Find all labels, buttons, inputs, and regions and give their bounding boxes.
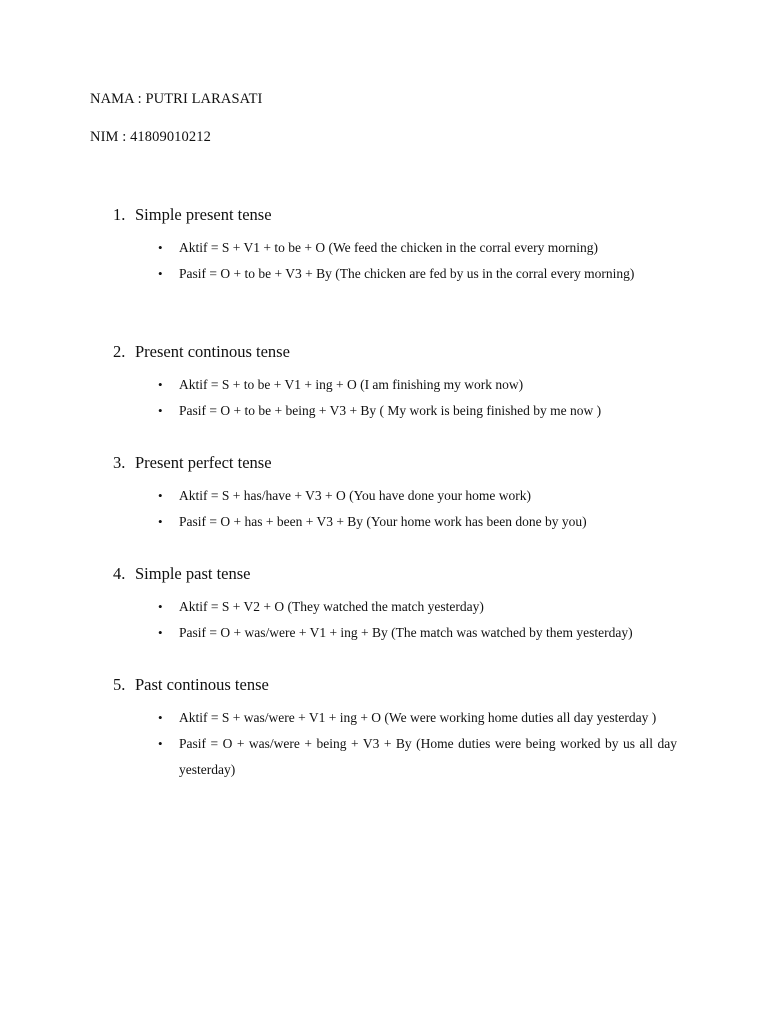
bullet-list	[113, 594, 693, 646]
item-text: Pasif = O + has + been + V3 + By (Your home work has been done by you)	[179, 514, 587, 529]
item-text: Aktif = S + was/were + V1 + ing + O (We were working home duties all day yesterday )	[179, 710, 657, 725]
section-title: Past continous tense	[135, 675, 269, 694]
bullet-icon: •	[158, 514, 163, 529]
bullet-list	[113, 705, 693, 783]
section-number: 3.	[113, 453, 126, 472]
list-item	[113, 731, 677, 783]
list-item	[113, 398, 677, 424]
item-text: Aktif = S + V2 + O (They watched the match yesterday)	[179, 599, 484, 614]
item-text: Aktif = S + has/have + V3 + O (You have done your home work)	[179, 488, 532, 503]
section-heading	[113, 453, 693, 473]
section-number: 5.	[113, 675, 126, 694]
list-item	[113, 261, 677, 287]
bullet-icon: •	[158, 736, 163, 751]
item-text: Pasif = O + was/were + being + V3 + By (Home duties were being worked by us all day yesterday)	[179, 736, 677, 777]
bullet-icon: •	[158, 266, 163, 281]
item-text: Pasif = O + to be + being + V3 + By ( My work is being finished by me now )	[179, 403, 602, 418]
section-heading	[113, 205, 693, 225]
section-heading	[113, 675, 693, 695]
list-item	[113, 235, 677, 261]
item-text: Pasif = O + was/were + V1 + ing + By (The match was watched by them yesterday)	[179, 625, 633, 640]
student-name: NAMA : PUTRI LARASATI	[90, 91, 263, 107]
list-item	[113, 509, 677, 535]
bullet-icon: •	[158, 488, 163, 503]
section-number: 4.	[113, 564, 126, 583]
bullet-icon: •	[158, 625, 163, 640]
section-heading	[113, 564, 693, 584]
section-heading	[113, 342, 693, 362]
section-title: Present continous tense	[135, 342, 290, 361]
section-past-continous	[113, 675, 693, 783]
section-number: 2.	[113, 342, 126, 361]
bullet-icon: •	[158, 377, 163, 392]
item-text: Aktif = S + V1 + to be + O (We feed the chicken in the corral every morning)	[179, 240, 598, 255]
bullet-list	[113, 483, 693, 535]
item-text: Aktif = S + to be + V1 + ing + O (I am finishing my work now)	[179, 377, 524, 392]
bullet-list	[113, 235, 693, 287]
section-number: 1.	[113, 205, 126, 224]
bullet-icon: •	[158, 710, 163, 725]
section-present-continous	[113, 342, 693, 424]
student-nim: NIM : 41809010212	[90, 129, 211, 145]
section-title: Simple past tense	[135, 564, 251, 583]
bullet-icon: •	[158, 599, 163, 614]
list-item	[113, 594, 677, 620]
section-title: Simple present tense	[135, 205, 272, 224]
bullet-icon: •	[158, 240, 163, 255]
section-present-perfect	[113, 453, 693, 535]
list-item	[113, 372, 677, 398]
section-simple-past	[113, 564, 693, 646]
list-item	[113, 483, 677, 509]
section-simple-present	[113, 205, 693, 287]
bullet-icon: •	[158, 403, 163, 418]
section-title: Present perfect tense	[135, 453, 272, 472]
list-item	[113, 620, 677, 646]
bullet-list	[113, 372, 693, 424]
list-item	[113, 705, 677, 731]
item-text: Pasif = O + to be + V3 + By (The chicken are fed by us in the corral every morning)	[179, 266, 635, 281]
